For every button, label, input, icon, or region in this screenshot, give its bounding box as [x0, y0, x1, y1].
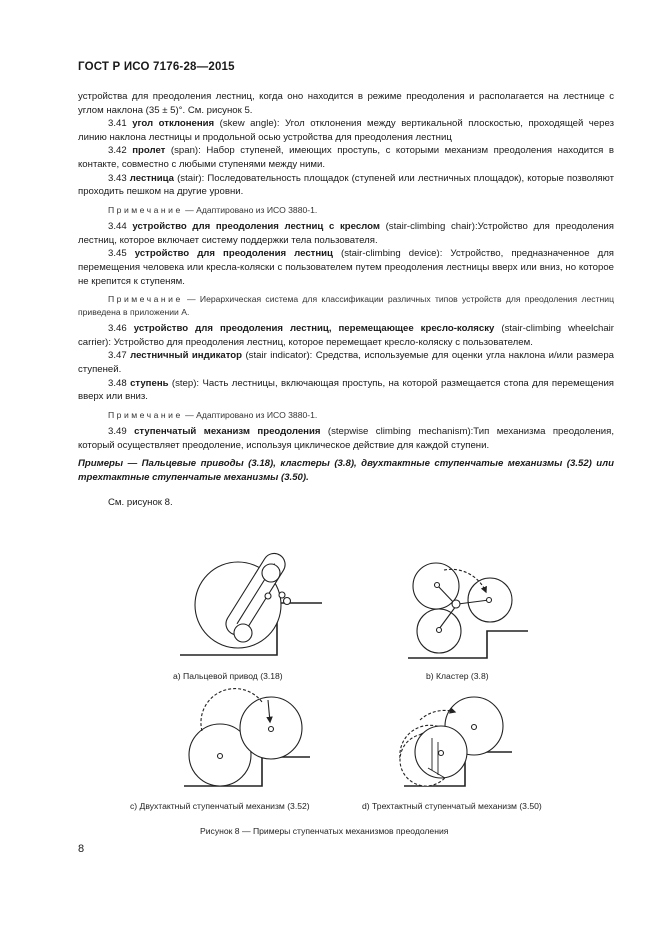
term-3-46: 3.46 устройство для преодоления лестниц, перемещающее кресло-коляску (stair-climbing wheelchair carrier): Устройство для преодоления лестниц, которое перемещает кресло-коляску с пользователем.: [78, 323, 614, 348]
term-3-48: 3.48 ступень (step): Часть лестницы, включающая проступь, на которой размещается стопа для перемещения вверх или вниз.: [78, 377, 614, 403]
term-name: устройство для преодоления лестниц с креслом: [132, 221, 380, 233]
term-3-41: 3.41 угол отклонения (skew angle): Угол отклонения между вертикальной плоскостью, проходящей через линию наклона лестницы и продольной осью устройства для преодоления лестниц: [78, 118, 615, 143]
drawing-cluster: [408, 563, 528, 658]
term-3-49: 3.49 ступенчатый механизм преодоления (stepwise climbing mechanism):Тип механизма преодоления, который осуществляет преодоление, используя циклическое действие для каждой ступени.: [78, 426, 614, 451]
drawing-two-stroke: [184, 689, 310, 786]
term-3-42: 3.42 пролет (span): Набор ступеней, имеющих проступь, с которыми механизм преодоления находится в контакте, совместно с любыми ступенями между ними.: [78, 145, 614, 170]
term-name: ступень: [130, 377, 169, 389]
figure-title: Рисунок 8 — Примеры ступенчатых механизмов преодоления: [200, 826, 449, 836]
drawing-finger-drive: [180, 549, 322, 655]
caption-b: b) Кластер (3.8): [426, 671, 489, 681]
term-name: лестница: [129, 172, 175, 184]
term-3-44: 3.44 устройство для преодоления лестниц с креслом (stair-climbing chair):Устройство для преодоления лестниц, которое включает систему поддержки тела пользователя.: [78, 221, 614, 246]
paragraph-continuation: устройства для преодоления лестниц, когда оно находится в режиме преодоления и располагается на лестнице с углом наклона (35 ± 5)°. См. рисунок 5.: [78, 91, 614, 116]
term-name: устройство для преодоления лестниц: [134, 248, 333, 260]
page-number: 8: [78, 843, 85, 855]
note-3: Примечание — Адаптировано из ИСО 3880-1.: [108, 409, 318, 420]
note-2: Примечание — Иерархическая система для классификации различных типов устройств для преодоления лестниц приведена в приложении А.: [78, 294, 614, 317]
term-name: ступенчатый механизм преодоления: [134, 426, 321, 438]
examples: Примеры — Пальцевые приводы (3.18), кластеры (3.8), двухтактные ступенчатые механизмы (3.52) или трехтактные ступенчатые механизмы (3.50).: [78, 458, 614, 484]
term-name: устройство для преодоления лестниц, перемещающее кресло-коляску: [133, 323, 495, 335]
term-name: пролет: [132, 145, 166, 157]
term-3-43: 3.43 лестница (stair): Последовательность площадок (ступеней или лестничных площадок), которые позволяют проходить пешком на другие уровни.: [78, 172, 614, 198]
caption-a: a) Пальцевой привод (3.18): [173, 671, 283, 681]
drawing-three-stroke: [400, 697, 512, 786]
see-figure: См. рисунок 8.: [108, 496, 173, 508]
term-3-47: 3.47 лестничный индикатор (stair indicator): Средства, используемые для оценки угла наклона и/или размера ступеней.: [78, 350, 614, 375]
caption-d: d) Трехтактный ступенчатый механизм (3.50): [362, 801, 542, 811]
caption-c: c) Двухтактный ступенчатый механизм (3.52): [130, 801, 310, 811]
term-name: угол отклонения: [132, 118, 215, 130]
document-header: ГОСТ Р ИСО 7176-28—2015: [78, 61, 235, 73]
term-name: лестничный индикатор: [130, 350, 243, 362]
term-3-45: 3.45 устройство для преодоления лестниц (stair-climbing device): Устройство, предназначенное для перемещения человека или кресла-коляски с пользователем путем преодоления лестницы вверх или вниз, но которое не крепится к ступеням.: [78, 248, 614, 287]
note-1: Примечание — Адаптировано из ИСО 3880-1.: [108, 204, 318, 215]
